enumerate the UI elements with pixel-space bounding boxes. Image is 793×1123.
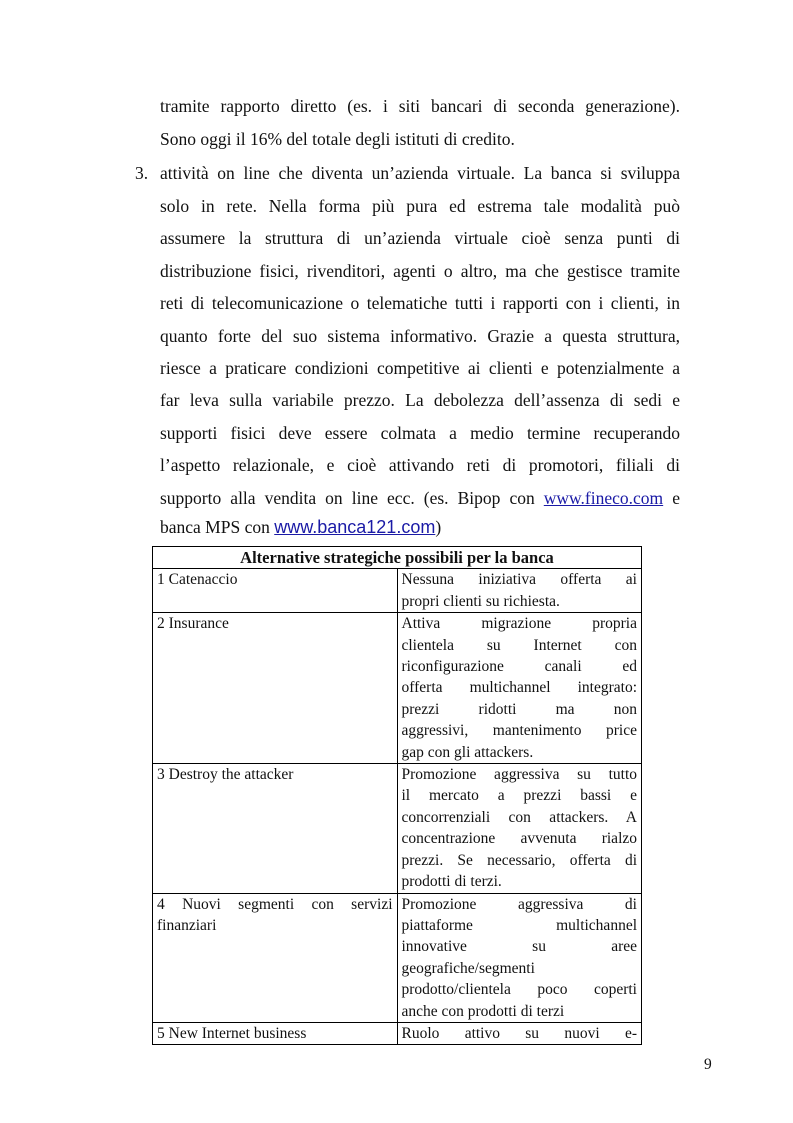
strategy-description-line: piattaforme multichannel bbox=[401, 916, 637, 934]
strategy-description-line: prezzi. Se necessario, offerta di bbox=[401, 851, 637, 869]
strategy-description-line: prodotti di terzi. bbox=[401, 873, 502, 891]
strategy-description-cell bbox=[397, 613, 642, 764]
table-header: Alternative strategiche possibili per la banca bbox=[153, 547, 642, 569]
strategy-name-line: 2 Insurance bbox=[157, 615, 229, 633]
strategy-description-line: concorrenziali con attackers. A bbox=[401, 808, 637, 826]
table-body bbox=[153, 569, 642, 1045]
table-header-row bbox=[153, 547, 642, 569]
strategy-description-line: concentrazione avvenuta rialzo bbox=[401, 830, 637, 848]
strategy-description-line: innovative su aree bbox=[401, 938, 637, 956]
strategy-description-cell bbox=[397, 893, 642, 1022]
fineco-link[interactable]: www.fineco.com bbox=[543, 488, 664, 508]
body-line-13 bbox=[160, 488, 680, 508]
strategy-description-line: Ruolo attivo su nuovi e- bbox=[401, 1024, 637, 1042]
strategy-description-line: offerta multichannel integrato: bbox=[401, 679, 637, 697]
strategy-description-line: propri clienti su richiesta. bbox=[401, 592, 560, 610]
table-row bbox=[153, 569, 642, 613]
body-line-13-suffix: e bbox=[672, 488, 681, 508]
strategy-description-cell bbox=[397, 764, 642, 893]
strategy-name-line: finanziari bbox=[157, 916, 217, 934]
body-line-6: distribuzione fisici, rivenditori, agenti o altro, ma che gestisce tramite bbox=[160, 261, 680, 281]
strategy-table bbox=[152, 546, 642, 1045]
strategy-name-cell bbox=[153, 569, 398, 613]
strategy-name-line: 5 New Internet business bbox=[157, 1024, 307, 1042]
strategy-name-cell bbox=[153, 764, 398, 893]
body-line-2: Sono oggi il 16% del totale degli istituti di credito. bbox=[160, 129, 515, 149]
table-row bbox=[153, 1022, 642, 1044]
strategy-description-line: Promozione aggressiva su tutto bbox=[401, 766, 637, 784]
strategy-description-line: anche con prodotti di terzi bbox=[401, 1002, 565, 1020]
body-line-3: attività on line che diventa un’azienda virtuale. La banca si sviluppa bbox=[160, 163, 680, 183]
strategy-description-line: geografiche/segmenti bbox=[401, 959, 535, 977]
strategy-description-cell bbox=[397, 1022, 642, 1044]
strategy-description-line: clientela su Internet con bbox=[401, 636, 637, 654]
body-line-9: riesce a praticare condizioni competitive ai clienti e potenzialmente a bbox=[160, 358, 680, 378]
banca121-link[interactable]: www.banca121.com bbox=[274, 517, 436, 537]
body-line-11: supporti fisici deve essere colmata a medio termine recuperando bbox=[160, 423, 680, 443]
body-line-4: solo in rete. Nella forma più pura ed estrema tale modalità può bbox=[160, 196, 680, 216]
body-line-14 bbox=[160, 517, 680, 537]
strategy-name-cell bbox=[153, 1022, 398, 1044]
strategy-description-line: prezzi ridotti ma non bbox=[401, 700, 637, 718]
strategy-name-line: 4 Nuovi segmenti con servizi bbox=[157, 895, 393, 913]
strategy-description-line: Nessuna iniziativa offerta ai bbox=[401, 571, 637, 589]
page-number: 9 bbox=[704, 1056, 712, 1073]
strategy-description-line: Attiva migrazione propria bbox=[401, 615, 637, 633]
body-line-14-prefix: banca MPS con bbox=[160, 517, 270, 537]
body-line-13-prefix: supporto alla vendita on line ecc. (es. Bipop con bbox=[160, 488, 535, 508]
strategy-description-line: il mercato a prezzi bassi e bbox=[401, 787, 637, 805]
body-line-12: l’aspetto relazionale, e cioè attivando reti di promotori, filiali di bbox=[160, 455, 680, 475]
table-row bbox=[153, 893, 642, 1022]
body-line-10: far leva sulla variabile prezzo. La debolezza dell’assenza di sedi e bbox=[160, 390, 680, 410]
strategy-description-line: riconfigurazione canali ed bbox=[401, 658, 637, 676]
strategy-name-line: 3 Destroy the attacker bbox=[157, 766, 294, 784]
strategy-description-line: aggressivi, mantenimento price bbox=[401, 722, 637, 740]
strategy-name-line: 1 Catenaccio bbox=[157, 571, 238, 589]
strategy-name-cell bbox=[153, 613, 398, 764]
body-line-1: tramite rapporto diretto (es. i siti bancari di seconda generazione). bbox=[160, 96, 680, 116]
table-row bbox=[153, 764, 642, 893]
strategy-name-cell bbox=[153, 893, 398, 1022]
body-line-5: assumere la struttura di un’azienda virtuale cioè senza punti di bbox=[160, 228, 680, 248]
list-number: 3. bbox=[135, 163, 149, 183]
strategy-description-cell bbox=[397, 569, 642, 613]
strategy-description-line: prodotto/clientela poco coperti bbox=[401, 981, 637, 999]
strategy-description-line: Promozione aggressiva di bbox=[401, 895, 637, 913]
body-line-14-suffix: ) bbox=[435, 517, 442, 537]
body-line-7: reti di telecomunicazione o telematiche tutti i rapporti con i clienti, in bbox=[160, 293, 680, 313]
strategy-description-line: gap con gli attackers. bbox=[401, 743, 534, 761]
body-line-8: quanto forte del suo sistema informativo. Grazie a questa struttura, bbox=[160, 326, 680, 346]
table-row bbox=[153, 613, 642, 764]
